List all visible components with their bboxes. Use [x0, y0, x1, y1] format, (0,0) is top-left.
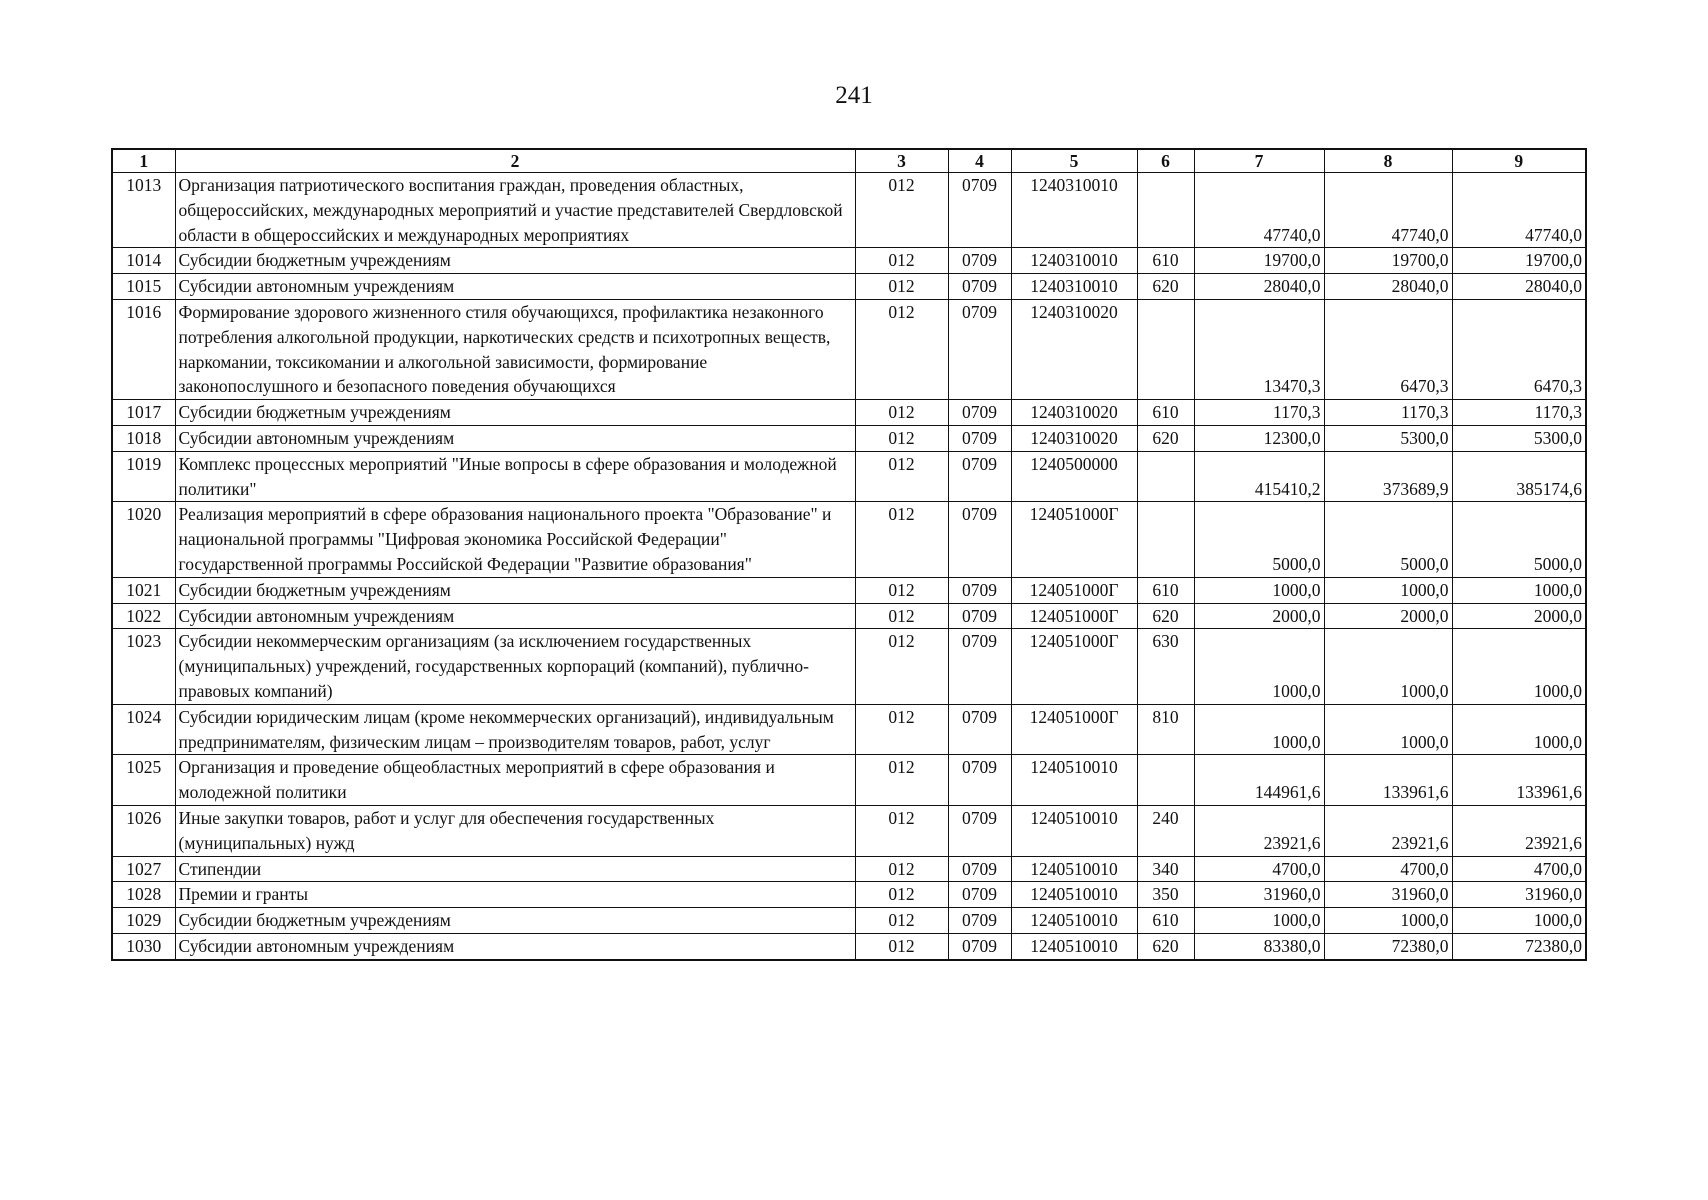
row-name-cell: Субсидии юридическим лицам (кроме некоммерческих организаций), индивидуальным предпринимателям, физическим лицам – производителям товаров, работ, услуг [175, 704, 855, 755]
amount-year3-cell: 47740,0 [1452, 173, 1586, 248]
amount-year3-cell: 31960,0 [1452, 882, 1586, 908]
amount-year1-cell: 4700,0 [1194, 856, 1324, 882]
row-number-cell: 1014 [112, 248, 175, 274]
expense-type-cell [1137, 755, 1194, 806]
amount-year3-cell: 23921,6 [1452, 805, 1586, 856]
amount-year3-cell: 19700,0 [1452, 248, 1586, 274]
amount-year2-cell: 31960,0 [1324, 882, 1452, 908]
amount-year1-cell: 19700,0 [1194, 248, 1324, 274]
row-name-cell: Реализация мероприятий в сфере образования национального проекта "Образование" и национальной программы "Цифровая экономика Российской Федерации" государственной программы Российской Федерации "Развитие образования" [175, 502, 855, 577]
expense-type-cell: 620 [1137, 274, 1194, 300]
target-article-cell: 1240500000 [1011, 451, 1137, 502]
row-number-cell: 1030 [112, 933, 175, 959]
amount-year3-cell: 4700,0 [1452, 856, 1586, 882]
row-number-cell: 1021 [112, 577, 175, 603]
target-article-cell: 1240510010 [1011, 755, 1137, 806]
amount-year1-cell: 1170,3 [1194, 400, 1324, 426]
section-code-cell: 0709 [948, 629, 1011, 704]
ministry-code-cell: 012 [855, 882, 948, 908]
expense-type-cell: 810 [1137, 704, 1194, 755]
amount-year1-cell: 83380,0 [1194, 933, 1324, 959]
amount-year3-cell: 2000,0 [1452, 603, 1586, 629]
amount-year2-cell: 1000,0 [1324, 577, 1452, 603]
column-header: 9 [1452, 149, 1586, 173]
target-article-cell: 124051000Г [1011, 603, 1137, 629]
column-header: 5 [1011, 149, 1137, 173]
amount-year2-cell: 1000,0 [1324, 629, 1452, 704]
row-name-cell: Организация патриотического воспитания граждан, проведения областных, общероссийских, международных мероприятий и участие представителей Свердловской области в общероссийских и международных мероприятиях [175, 173, 855, 248]
expense-type-cell: 610 [1137, 577, 1194, 603]
target-article-cell: 124051000Г [1011, 502, 1137, 577]
target-article-cell: 1240510010 [1011, 933, 1137, 959]
row-number-cell: 1024 [112, 704, 175, 755]
row-name-cell: Субсидии автономным учреждениям [175, 933, 855, 959]
target-article-cell: 124051000Г [1011, 577, 1137, 603]
section-code-cell: 0709 [948, 451, 1011, 502]
amount-year2-cell: 5300,0 [1324, 425, 1452, 451]
amount-year3-cell: 1000,0 [1452, 704, 1586, 755]
table-row [112, 805, 1586, 856]
section-code-cell: 0709 [948, 755, 1011, 806]
section-code-cell: 0709 [948, 704, 1011, 755]
row-number-cell: 1029 [112, 908, 175, 934]
amount-year2-cell: 47740,0 [1324, 173, 1452, 248]
column-header: 7 [1194, 149, 1324, 173]
ministry-code-cell: 012 [855, 933, 948, 959]
ministry-code-cell: 012 [855, 603, 948, 629]
expense-type-cell: 620 [1137, 425, 1194, 451]
row-number-cell: 1020 [112, 502, 175, 577]
table-row [112, 933, 1586, 959]
expense-type-cell: 350 [1137, 882, 1194, 908]
expense-type-cell: 610 [1137, 400, 1194, 426]
ministry-code-cell: 012 [855, 908, 948, 934]
amount-year3-cell: 28040,0 [1452, 274, 1586, 300]
amount-year2-cell: 72380,0 [1324, 933, 1452, 959]
ministry-code-cell: 012 [855, 425, 948, 451]
target-article-cell: 1240310010 [1011, 274, 1137, 300]
target-article-cell: 1240510010 [1011, 908, 1137, 934]
expense-type-cell: 240 [1137, 805, 1194, 856]
amount-year3-cell: 385174,6 [1452, 451, 1586, 502]
section-code-cell: 0709 [948, 805, 1011, 856]
table-row [112, 502, 1586, 577]
amount-year2-cell: 373689,9 [1324, 451, 1452, 502]
target-article-cell: 1240310010 [1011, 173, 1137, 248]
row-name-cell: Субсидии автономным учреждениям [175, 603, 855, 629]
amount-year3-cell: 72380,0 [1452, 933, 1586, 959]
table-row [112, 755, 1586, 806]
ministry-code-cell: 012 [855, 248, 948, 274]
target-article-cell: 1240310020 [1011, 425, 1137, 451]
expense-type-cell: 620 [1137, 933, 1194, 959]
amount-year1-cell: 13470,3 [1194, 299, 1324, 399]
ministry-code-cell: 012 [855, 755, 948, 806]
amount-year2-cell: 4700,0 [1324, 856, 1452, 882]
section-code-cell: 0709 [948, 577, 1011, 603]
target-article-cell: 1240510010 [1011, 856, 1137, 882]
target-article-cell: 1240510010 [1011, 805, 1137, 856]
row-number-cell: 1016 [112, 299, 175, 399]
row-number-cell: 1018 [112, 425, 175, 451]
row-name-cell: Организация и проведение общеобластных мероприятий в сфере образования и молодежной политики [175, 755, 855, 806]
column-header: 4 [948, 149, 1011, 173]
amount-year2-cell: 2000,0 [1324, 603, 1452, 629]
expense-type-cell: 610 [1137, 248, 1194, 274]
target-article-cell: 124051000Г [1011, 629, 1137, 704]
section-code-cell: 0709 [948, 908, 1011, 934]
table-row [112, 704, 1586, 755]
target-article-cell: 1240310020 [1011, 299, 1137, 399]
amount-year2-cell: 28040,0 [1324, 274, 1452, 300]
column-header: 3 [855, 149, 948, 173]
table-row [112, 299, 1586, 399]
amount-year2-cell: 23921,6 [1324, 805, 1452, 856]
row-number-cell: 1023 [112, 629, 175, 704]
row-name-cell: Субсидии бюджетным учреждениям [175, 577, 855, 603]
amount-year2-cell: 19700,0 [1324, 248, 1452, 274]
row-number-cell: 1013 [112, 173, 175, 248]
column-header: 2 [175, 149, 855, 173]
ministry-code-cell: 012 [855, 577, 948, 603]
amount-year3-cell: 1000,0 [1452, 908, 1586, 934]
ministry-code-cell: 012 [855, 274, 948, 300]
amount-year1-cell: 1000,0 [1194, 908, 1324, 934]
section-code-cell: 0709 [948, 882, 1011, 908]
row-name-cell: Стипендии [175, 856, 855, 882]
table-row [112, 425, 1586, 451]
amount-year3-cell: 1000,0 [1452, 577, 1586, 603]
row-number-cell: 1027 [112, 856, 175, 882]
section-code-cell: 0709 [948, 425, 1011, 451]
amount-year1-cell: 415410,2 [1194, 451, 1324, 502]
table-row [112, 451, 1586, 502]
target-article-cell: 1240310020 [1011, 400, 1137, 426]
row-number-cell: 1028 [112, 882, 175, 908]
expense-type-cell: 630 [1137, 629, 1194, 704]
table-row [112, 856, 1586, 882]
row-name-cell: Субсидии автономным учреждениям [175, 425, 855, 451]
section-code-cell: 0709 [948, 274, 1011, 300]
row-name-cell: Субсидии бюджетным учреждениям [175, 908, 855, 934]
table-row [112, 173, 1586, 248]
row-number-cell: 1025 [112, 755, 175, 806]
table-row [112, 577, 1586, 603]
expense-type-cell [1137, 299, 1194, 399]
row-name-cell: Субсидии бюджетным учреждениям [175, 400, 855, 426]
expense-type-cell [1137, 451, 1194, 502]
amount-year3-cell: 133961,6 [1452, 755, 1586, 806]
amount-year1-cell: 23921,6 [1194, 805, 1324, 856]
row-name-cell: Субсидии бюджетным учреждениям [175, 248, 855, 274]
row-name-cell: Формирование здорового жизненного стиля обучающихся, профилактика незаконного потребления алкогольной продукции, наркотических средств и психотропных веществ, наркомании, токсикомании и алкогольной зависимости, формирование законопослушного и безопасного поведения обучающихся [175, 299, 855, 399]
row-number-cell: 1026 [112, 805, 175, 856]
ministry-code-cell: 012 [855, 173, 948, 248]
ministry-code-cell: 012 [855, 629, 948, 704]
section-code-cell: 0709 [948, 603, 1011, 629]
table-row [112, 882, 1586, 908]
amount-year1-cell: 28040,0 [1194, 274, 1324, 300]
amount-year2-cell: 1000,0 [1324, 704, 1452, 755]
expense-type-cell: 620 [1137, 603, 1194, 629]
table-row [112, 908, 1586, 934]
amount-year1-cell: 1000,0 [1194, 704, 1324, 755]
expense-type-cell [1137, 173, 1194, 248]
amount-year2-cell: 6470,3 [1324, 299, 1452, 399]
column-header: 6 [1137, 149, 1194, 173]
expense-type-cell [1137, 502, 1194, 577]
table-row [112, 400, 1586, 426]
section-code-cell: 0709 [948, 502, 1011, 577]
page-number: 241 [835, 82, 873, 109]
ministry-code-cell: 012 [855, 856, 948, 882]
row-number-cell: 1017 [112, 400, 175, 426]
ministry-code-cell: 012 [855, 805, 948, 856]
row-number-cell: 1019 [112, 451, 175, 502]
row-name-cell: Комплекс процессных мероприятий "Иные вопросы в сфере образования и молодежной политики" [175, 451, 855, 502]
section-code-cell: 0709 [948, 299, 1011, 399]
amount-year1-cell: 47740,0 [1194, 173, 1324, 248]
ministry-code-cell: 012 [855, 502, 948, 577]
row-name-cell: Иные закупки товаров, работ и услуг для обеспечения государственных (муниципальных) нужд [175, 805, 855, 856]
amount-year3-cell: 1000,0 [1452, 629, 1586, 704]
amount-year2-cell: 5000,0 [1324, 502, 1452, 577]
table-row [112, 274, 1586, 300]
amount-year2-cell: 1000,0 [1324, 908, 1452, 934]
table-row [112, 248, 1586, 274]
target-article-cell: 1240510010 [1011, 882, 1137, 908]
amount-year1-cell: 1000,0 [1194, 577, 1324, 603]
amount-year1-cell: 1000,0 [1194, 629, 1324, 704]
amount-year1-cell: 2000,0 [1194, 603, 1324, 629]
target-article-cell: 1240310010 [1011, 248, 1137, 274]
expense-type-cell: 340 [1137, 856, 1194, 882]
amount-year3-cell: 5000,0 [1452, 502, 1586, 577]
ministry-code-cell: 012 [855, 400, 948, 426]
column-header: 1 [112, 149, 175, 173]
section-code-cell: 0709 [948, 400, 1011, 426]
row-name-cell: Премии и гранты [175, 882, 855, 908]
amount-year3-cell: 1170,3 [1452, 400, 1586, 426]
row-number-cell: 1022 [112, 603, 175, 629]
amount-year3-cell: 6470,3 [1452, 299, 1586, 399]
budget-table [111, 148, 1587, 961]
amount-year3-cell: 5300,0 [1452, 425, 1586, 451]
ministry-code-cell: 012 [855, 451, 948, 502]
expense-type-cell: 610 [1137, 908, 1194, 934]
table-header-row [112, 149, 1586, 173]
ministry-code-cell: 012 [855, 704, 948, 755]
amount-year1-cell: 5000,0 [1194, 502, 1324, 577]
target-article-cell: 124051000Г [1011, 704, 1137, 755]
column-header: 8 [1324, 149, 1452, 173]
ministry-code-cell: 012 [855, 299, 948, 399]
section-code-cell: 0709 [948, 173, 1011, 248]
section-code-cell: 0709 [948, 248, 1011, 274]
amount-year2-cell: 1170,3 [1324, 400, 1452, 426]
amount-year2-cell: 133961,6 [1324, 755, 1452, 806]
table-body [112, 173, 1586, 960]
amount-year1-cell: 144961,6 [1194, 755, 1324, 806]
row-number-cell: 1015 [112, 274, 175, 300]
row-name-cell: Субсидии некоммерческим организациям (за исключением государственных (муниципальных) учреждений, государственных корпораций (компаний), публично-правовых компаний) [175, 629, 855, 704]
section-code-cell: 0709 [948, 856, 1011, 882]
amount-year1-cell: 12300,0 [1194, 425, 1324, 451]
section-code-cell: 0709 [948, 933, 1011, 959]
table-row [112, 629, 1586, 704]
table-row [112, 603, 1586, 629]
row-name-cell: Субсидии автономным учреждениям [175, 274, 855, 300]
amount-year1-cell: 31960,0 [1194, 882, 1324, 908]
